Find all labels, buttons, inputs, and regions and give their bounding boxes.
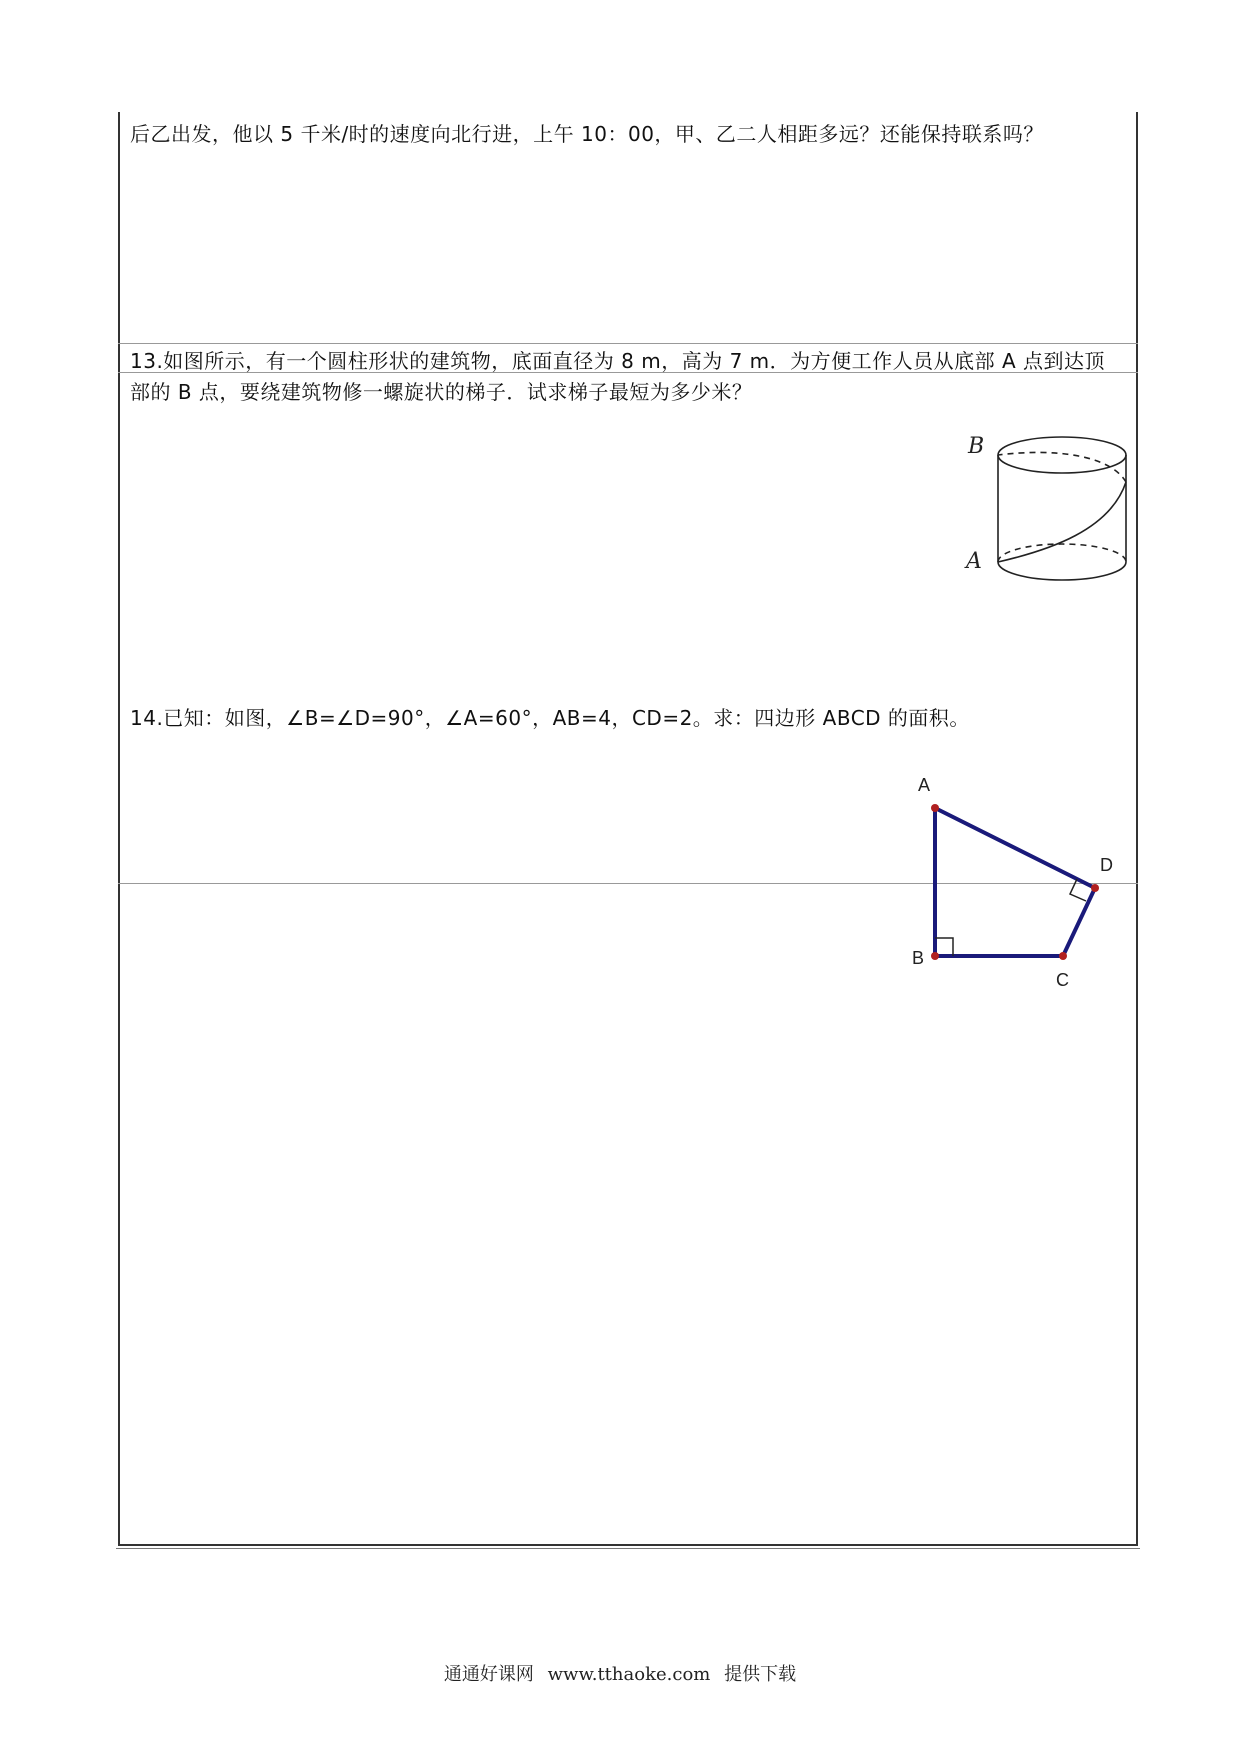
table-bottom-rule bbox=[116, 1548, 1140, 1549]
row-divider-12-13 bbox=[118, 343, 1138, 344]
point-b bbox=[931, 952, 939, 960]
footer-site-name: 通通好课网 bbox=[443, 1664, 534, 1685]
quad-label-d: D bbox=[1100, 855, 1113, 875]
problem-13-line-2: 部的 B 点，要绕建筑物修一螺旋状的梯子．试求梯子最短为多少米？ bbox=[130, 380, 753, 404]
quad-label-b: B bbox=[912, 948, 925, 968]
cylinder-figure bbox=[960, 420, 1130, 605]
quadrilateral-figure bbox=[900, 768, 1130, 993]
point-a bbox=[931, 804, 939, 812]
problem-12-continuation: 后乙出发，他以 5 千米/时的速度向北行进，上午 10：00，甲、乙二人相距多远？还能保持联系吗？ bbox=[130, 122, 1044, 146]
cylinder-bottom-front bbox=[998, 562, 1126, 580]
page-footer bbox=[0, 1660, 1240, 1686]
cylinder-label-b: B bbox=[968, 434, 985, 459]
cylinder-label-a: A bbox=[966, 549, 982, 574]
quadrilateral-abcd bbox=[935, 808, 1095, 956]
quad-label-c: C bbox=[1056, 970, 1069, 990]
problem-14-statement: 14.已知：如图，∠B=∠D=90°，∠A=60°，AB=4，CD=2。求：四边形 ABCD 的面积。 bbox=[130, 706, 970, 730]
point-c bbox=[1059, 952, 1067, 960]
cylinder-bottom-back bbox=[998, 544, 1126, 562]
quad-label-a: A bbox=[918, 775, 931, 795]
point-d bbox=[1091, 884, 1099, 892]
spiral-front bbox=[998, 482, 1126, 562]
footer-suffix: 提供下载 bbox=[724, 1664, 797, 1685]
footer-url[interactable]: www.tthaoke.com bbox=[547, 1664, 711, 1685]
problem-13-line-1: 13.如图所示，有一个圆柱形状的建筑物，底面直径为 8 m，高为 7 m．为方便工作人员从底部 A 点到达顶 bbox=[130, 349, 1106, 373]
cylinder-top-ellipse bbox=[998, 437, 1126, 473]
